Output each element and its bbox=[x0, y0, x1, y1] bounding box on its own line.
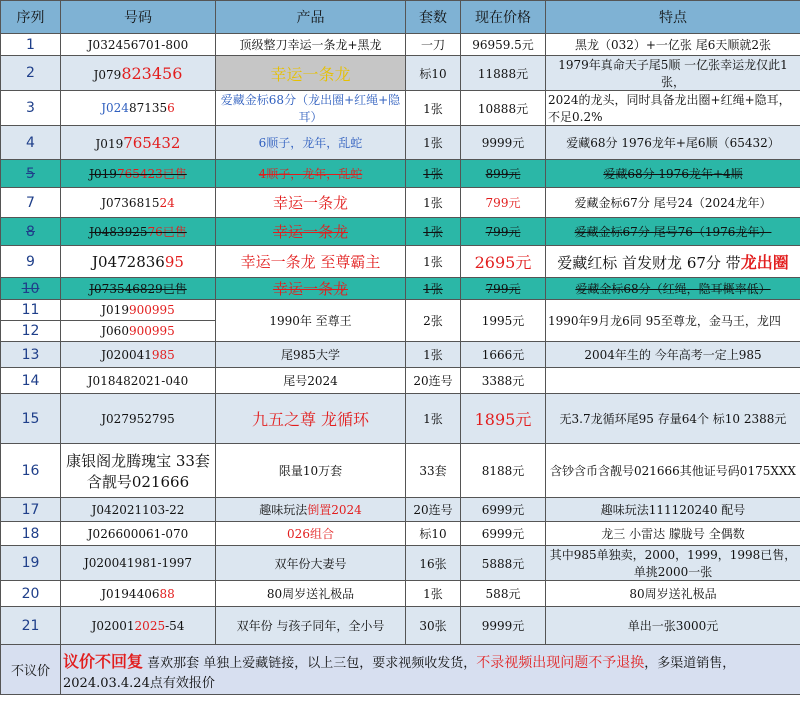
seq-cell: 10 bbox=[1, 278, 61, 300]
qty-cell: 20连号 bbox=[406, 368, 461, 394]
price-cell: 899元 bbox=[461, 160, 546, 188]
seq-cell: 3 bbox=[1, 91, 61, 126]
seq-cell: 2 bbox=[1, 56, 61, 91]
price-cell: 1895元 bbox=[461, 394, 546, 444]
feature-cell: 爱藏金标67分 尾号76（1976龙年） bbox=[546, 218, 800, 246]
number-cell: J019765432 bbox=[61, 126, 216, 160]
number-cell: J019765423已售 bbox=[61, 160, 216, 188]
qty-cell: 30张 bbox=[406, 607, 461, 645]
product-cell: 限量10万套 bbox=[216, 444, 406, 498]
col-feature: 特点 bbox=[546, 1, 800, 34]
feature-cell: 2024的龙头，同时具备龙出圈+红绳+隐耳，不足0.2% bbox=[546, 91, 800, 126]
number-cell: J032456701-800 bbox=[61, 34, 216, 56]
table-row bbox=[1, 581, 800, 607]
price-cell: 8188元 bbox=[461, 444, 546, 498]
seq-cell: 21 bbox=[1, 607, 61, 645]
table-row bbox=[1, 300, 800, 321]
feature-cell: 1990年9月龙6同 95至尊龙，金马王，龙四 bbox=[546, 300, 800, 342]
price-cell: 9999元 bbox=[461, 126, 546, 160]
product-cell: 幸运一条龙 bbox=[216, 56, 406, 91]
number-cell: J073681524 bbox=[61, 188, 216, 218]
product-cell: 6顺子，龙年，乱蛇 bbox=[216, 126, 406, 160]
number-cell: J027952795 bbox=[61, 394, 216, 444]
seq-cell: 4 bbox=[1, 126, 61, 160]
product-cell: 幸运一条龙 bbox=[216, 218, 406, 246]
number-cell: J060900995 bbox=[61, 321, 216, 342]
table-row bbox=[1, 218, 800, 246]
number-cell: J019900995 bbox=[61, 300, 216, 321]
price-cell: 96959.5元 bbox=[461, 34, 546, 56]
price-cell: 799元 bbox=[461, 188, 546, 218]
seq-cell: 19 bbox=[1, 546, 61, 581]
table-row bbox=[1, 278, 800, 300]
seq-cell: 9 bbox=[1, 246, 61, 278]
qty-cell: 标10 bbox=[406, 522, 461, 546]
product-cell: 双年份 与孩子同年，全小号 bbox=[216, 607, 406, 645]
seq-cell: 7 bbox=[1, 188, 61, 218]
seq-cell: 15 bbox=[1, 394, 61, 444]
footer-label: 不议价 bbox=[1, 645, 61, 695]
product-cell: 幸运一条龙 bbox=[216, 278, 406, 300]
price-cell: 6999元 bbox=[461, 522, 546, 546]
number-cell: J019440688 bbox=[61, 581, 216, 607]
price-cell: 5888元 bbox=[461, 546, 546, 581]
table-row bbox=[1, 56, 800, 91]
price-cell: 2695元 bbox=[461, 246, 546, 278]
qty-cell: 16张 bbox=[406, 546, 461, 581]
price-cell: 588元 bbox=[461, 581, 546, 607]
qty-cell: 1张 bbox=[406, 581, 461, 607]
footer-note: 议价不回复 喜欢那套 单独上爱藏链接，以上三包，要求视频收发货，不录视频出现问题不予退换，多渠道销售， 2024.03.4.24点有效报价 bbox=[61, 645, 800, 695]
seq-cell: 17 bbox=[1, 498, 61, 522]
seq-cell: 5 bbox=[1, 160, 61, 188]
seq-cell: 1 bbox=[1, 34, 61, 56]
qty-cell: 1张 bbox=[406, 246, 461, 278]
product-cell: 幸运一条龙 bbox=[216, 188, 406, 218]
price-cell: 6999元 bbox=[461, 498, 546, 522]
seq-cell: 18 bbox=[1, 522, 61, 546]
price-cell: 799元 bbox=[461, 278, 546, 300]
table-row bbox=[1, 34, 800, 56]
feature-cell: 含钞含币含靓号021666其他证号码0175XXX bbox=[546, 444, 800, 498]
table-row bbox=[1, 91, 800, 126]
qty-cell: 一刀 bbox=[406, 34, 461, 56]
product-cell: 趣味玩法倒置2024 bbox=[216, 498, 406, 522]
price-cell: 10888元 bbox=[461, 91, 546, 126]
number-cell: J026600061-070 bbox=[61, 522, 216, 546]
qty-cell: 1张 bbox=[406, 126, 461, 160]
product-cell: 尾号2024 bbox=[216, 368, 406, 394]
product-cell: 1990年 至尊王 bbox=[216, 300, 406, 342]
price-cell: 1666元 bbox=[461, 342, 546, 368]
product-cell: 九五之尊 龙循环 bbox=[216, 394, 406, 444]
qty-cell: 1张 bbox=[406, 91, 461, 126]
table-row bbox=[1, 522, 800, 546]
feature-cell: 爱藏金标67分 尾号24（2024龙年） bbox=[546, 188, 800, 218]
price-cell: 9999元 bbox=[461, 607, 546, 645]
feature-cell: 单出一张3000元 bbox=[546, 607, 800, 645]
table-row bbox=[1, 546, 800, 581]
number-cell: J047283695 bbox=[61, 246, 216, 278]
col-seq: 序列 bbox=[1, 1, 61, 34]
seq-cell: 16 bbox=[1, 444, 61, 498]
qty-cell: 2张 bbox=[406, 300, 461, 342]
table-row bbox=[1, 498, 800, 522]
product-cell: 尾985大学 bbox=[216, 342, 406, 368]
number-cell: J020012025-54 bbox=[61, 607, 216, 645]
qty-cell: 1张 bbox=[406, 218, 461, 246]
table-row bbox=[1, 160, 800, 188]
table-row bbox=[1, 342, 800, 368]
seq-cell: 12 bbox=[1, 321, 61, 342]
header-row bbox=[1, 1, 800, 34]
number-cell: J073546829已售 bbox=[61, 278, 216, 300]
number-cell: J018482021-040 bbox=[61, 368, 216, 394]
feature-cell: 爱藏红标 首发财龙 67分 带龙出圈 bbox=[546, 246, 800, 278]
number-cell: J020041981-1997 bbox=[61, 546, 216, 581]
feature-cell: 2004年生的 今年高考一定上985 bbox=[546, 342, 800, 368]
product-cell: 爱藏金标68分（龙出圈+红绳+隐耳） bbox=[216, 91, 406, 126]
qty-cell: 20连号 bbox=[406, 498, 461, 522]
price-cell: 1995元 bbox=[461, 300, 546, 342]
qty-cell: 1张 bbox=[406, 342, 461, 368]
number-cell: J024871356 bbox=[61, 91, 216, 126]
product-cell: 双年份大妻号 bbox=[216, 546, 406, 581]
seq-cell: 11 bbox=[1, 300, 61, 321]
table-row bbox=[1, 394, 800, 444]
table-row bbox=[1, 246, 800, 278]
qty-cell: 1张 bbox=[406, 278, 461, 300]
product-cell: 80周岁送礼极品 bbox=[216, 581, 406, 607]
number-cell: J079823456 bbox=[61, 56, 216, 91]
table-row bbox=[1, 607, 800, 645]
price-cell: 799元 bbox=[461, 218, 546, 246]
qty-cell: 1张 bbox=[406, 188, 461, 218]
feature-cell: 无3.7龙循环尾95 存量64个 标10 2388元 bbox=[546, 394, 800, 444]
qty-cell: 1张 bbox=[406, 394, 461, 444]
feature-cell: 其中985单独卖，2000，1999，1998已售，单挑2000一张 bbox=[546, 546, 800, 581]
product-cell: 026组合 bbox=[216, 522, 406, 546]
product-cell: 幸运一条龙 至尊霸主 bbox=[216, 246, 406, 278]
table-row bbox=[1, 126, 800, 160]
feature-cell: 80周岁送礼极品 bbox=[546, 581, 800, 607]
seq-cell: 14 bbox=[1, 368, 61, 394]
price-cell: 11888元 bbox=[461, 56, 546, 91]
product-cell: 顶级整刀幸运一条龙+黑龙 bbox=[216, 34, 406, 56]
feature-cell: 趣味玩法111120240 配号 bbox=[546, 498, 800, 522]
feature-cell: 爱藏金标68分（红绳，隐耳概率低） bbox=[546, 278, 800, 300]
feature-cell bbox=[546, 368, 800, 394]
qty-cell: 33套 bbox=[406, 444, 461, 498]
price-cell: 3388元 bbox=[461, 368, 546, 394]
seq-cell: 13 bbox=[1, 342, 61, 368]
number-cell: J020041985 bbox=[61, 342, 216, 368]
col-number: 号码 bbox=[61, 1, 216, 34]
feature-cell: 龙三 小雷达 朦胧号 全偶数 bbox=[546, 522, 800, 546]
table-row bbox=[1, 188, 800, 218]
qty-cell: 1张 bbox=[406, 160, 461, 188]
number-cell: J048392576已售 bbox=[61, 218, 216, 246]
table-row bbox=[1, 444, 800, 498]
footer-row bbox=[1, 645, 800, 695]
feature-cell: 爱藏68分 1976龙年+4顺 bbox=[546, 160, 800, 188]
qty-cell: 标10 bbox=[406, 56, 461, 91]
col-qty: 套数 bbox=[406, 1, 461, 34]
feature-cell: 爱藏68分 1976龙年+尾6顺（65432） bbox=[546, 126, 800, 160]
feature-cell: 1979年真命天子尾5顺 一亿张幸运龙仅此1张， bbox=[546, 56, 800, 91]
seq-cell: 8 bbox=[1, 218, 61, 246]
feature-cell: 黑龙（032）+一亿张 尾6天顺就2张 bbox=[546, 34, 800, 56]
product-cell: 4顺子，龙年，乱蛇 bbox=[216, 160, 406, 188]
number-cell: J042021103-22 bbox=[61, 498, 216, 522]
col-product: 产品 bbox=[216, 1, 406, 34]
number-cell: 康银阁龙腾瑰宝 33套含靓号021666 bbox=[61, 444, 216, 498]
col-price: 现在价格 bbox=[461, 1, 546, 34]
table-row bbox=[1, 368, 800, 394]
seq-cell: 20 bbox=[1, 581, 61, 607]
